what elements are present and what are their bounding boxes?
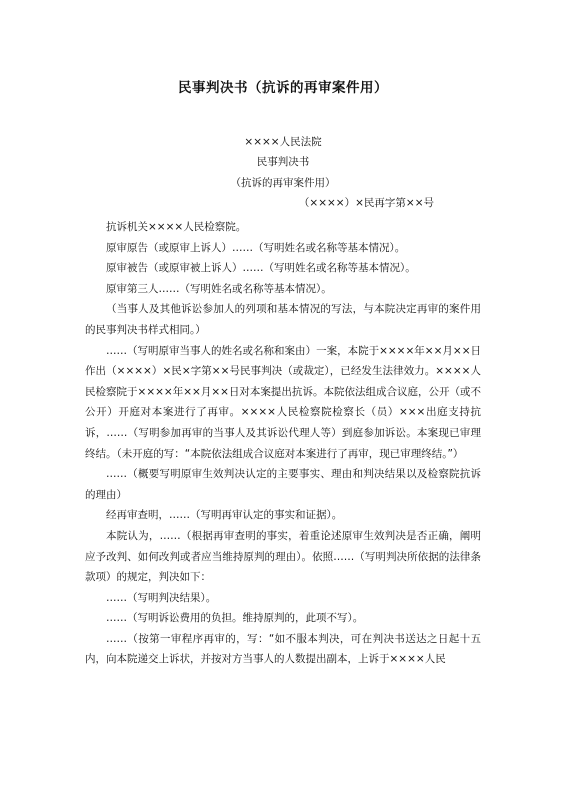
paragraph-third-party: 原审第三人……（写明姓名或名称等基本情况）。 <box>106 282 332 295</box>
paragraph-case-history: ……（写明原审当事人的姓名或名称和案由）一案，本院于××××年××月××日作出（××××）×民×字第××号民事判决（或裁定），已经发生法律效力。××××人民检察院于××××年××月××日对本案提出抗诉。本院依法组成合议庭，公开（或不公开）开庭对本案进行了再审。××××人民检察院检察长（员）×××出庭支持抗诉，……（写明参加再审的当事人及其诉讼代理人等）到庭参加诉讼。本案现已审理终结。（未开庭的写：“本院依法组成合议庭对本案进行了再审，现已审理终结。”） <box>85 344 481 460</box>
paragraph-procuratorate: 抗诉机关××××人民检察院。 <box>106 221 247 233</box>
case-number: （××××）×民再字第××号 <box>298 197 434 209</box>
paragraph-judgment-result: ……（写明判决结果）。 <box>106 591 217 604</box>
document-title: 民事判决书（抗诉的再审案件用） <box>178 80 388 96</box>
document-type: 民事判决书 <box>256 156 310 168</box>
paragraph-original-judgment: ……（概要写明原审生效判决认定的主要事实、理由和判决结果以及检察院抗诉的理由） <box>85 468 481 501</box>
document-body <box>85 217 481 670</box>
paragraph-court-opinion: 本院认为，……（根据再审查明的事实，着重论述原审生效判决是否正确，阐明应予改判、如何改判或者应当维持原判的理由）。依照……（写明判决所依据的法律条款项）的规定，判决如下： <box>85 529 481 584</box>
paragraph-defendant: 原审被告（或原审被上诉人）……（写明姓名或名称等基本情况）。 <box>106 262 416 275</box>
paragraph-plaintiff: 原审原告（或原审上诉人）……（写明姓名或名称等基本情况）。 <box>106 241 406 254</box>
paragraph-litigation-costs: ……（写明诉讼费用的负担。维持原判的，此项不写）。 <box>106 612 364 625</box>
court-name: ××××人民法院 <box>244 136 322 148</box>
paragraph-retrial-findings: 经再审查明，……（写明再审认定的事实和证据）。 <box>106 509 343 522</box>
paragraph-party-note: （当事人及其他诉讼参加人的列项和基本情况的写法，与本院决定再审的案件用的民事判决书样式相同。） <box>85 303 481 336</box>
document-subtype: （抗诉的再审案件用） <box>230 177 336 189</box>
paragraph-appeal-notice: ……（按第一审程序再审的，写：“如不服本判决，可在判决书送达之日起十五内，向本院递交上诉状，并按对方当事人的人数提出副本，上诉于××××人民 <box>85 632 481 666</box>
